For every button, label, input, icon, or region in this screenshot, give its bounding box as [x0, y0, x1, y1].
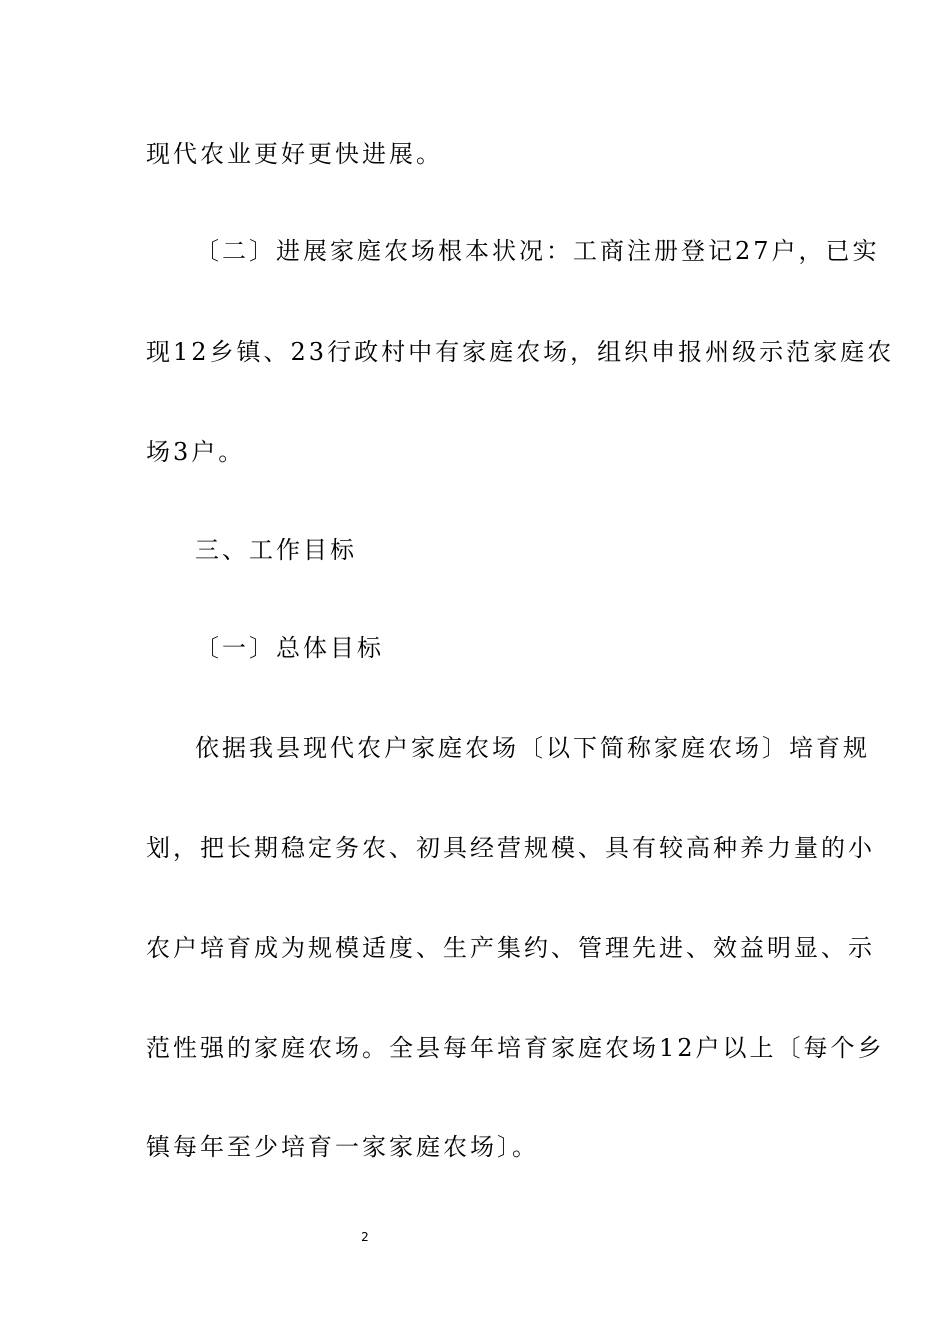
subsection-heading: 〔一〕总体目标 — [195, 634, 384, 662]
section-heading: 三、工作目标 — [195, 536, 357, 564]
text-line: 农户培育成为规模适度、生产集约、管理先进、效益明显、示 — [146, 934, 875, 962]
text-line: 现代农业更好更快进展。 — [146, 140, 443, 168]
text-line: 现12乡镇、23行政村中有家庭农场，组织申报州级示范家庭农 — [146, 338, 895, 366]
text-line: 范性强的家庭农场。全县每年培育家庭农场12户以上〔每个乡 — [146, 1034, 885, 1062]
text-line: 〔二〕进展家庭农场根本状况：工商注册登记27户，已实 — [195, 237, 880, 265]
text-line: 划，把长期稳定务农、初具经营规模、具有较高种养力量的小 — [146, 834, 875, 862]
text-line: 场3户。 — [146, 438, 246, 466]
text-line: 镇每年至少培育一家家庭农场〕。 — [146, 1133, 539, 1161]
page-number: 2 — [361, 1230, 369, 1244]
text-line: 依据我县现代农户家庭农场〔以下简称家庭农场〕培育规 — [195, 734, 870, 762]
